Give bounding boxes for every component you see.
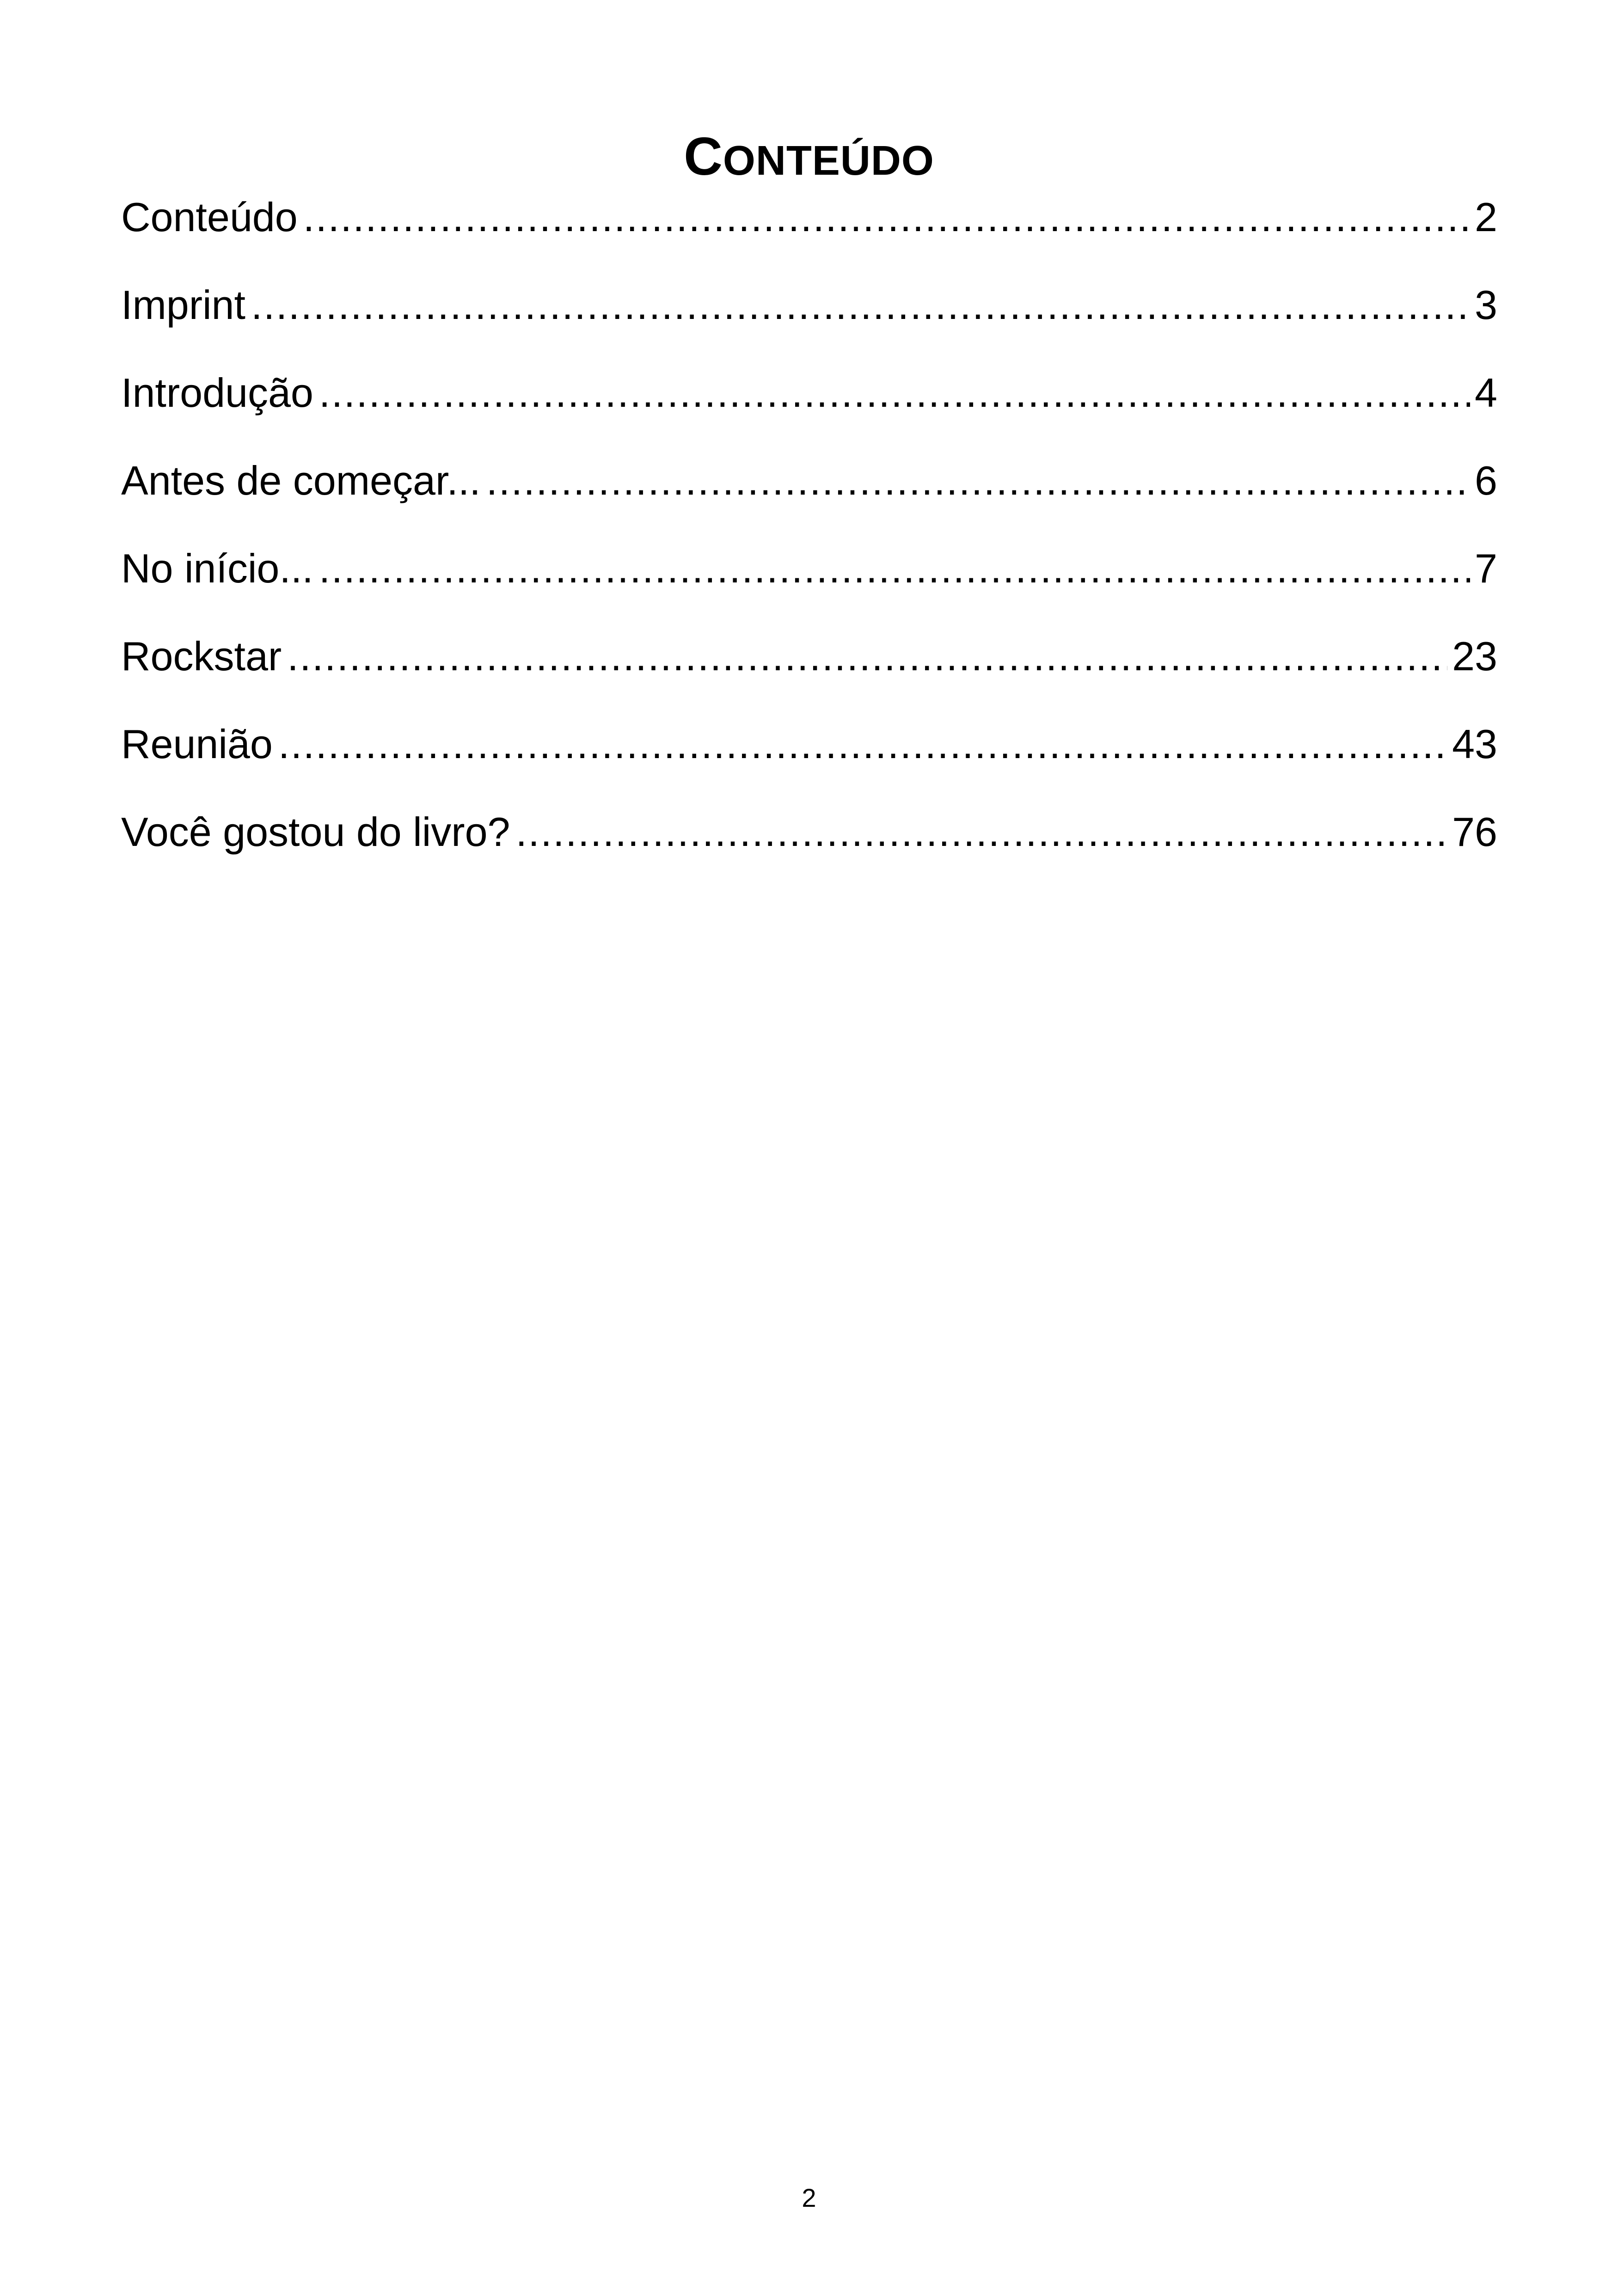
toc-entry-title: Reunião	[121, 721, 273, 767]
toc-entry-page: 7	[1475, 545, 1497, 591]
toc-dot-leader	[303, 185, 1470, 250]
toc-entry-page: 43	[1452, 721, 1497, 767]
toc-dot-leader	[278, 712, 1447, 777]
toc-entry-imprint[interactable]	[121, 273, 1497, 361]
toc-entry-page: 6	[1475, 458, 1497, 503]
toc-entry-title: Antes de começar...	[121, 458, 481, 503]
toc-entry-title: Rockstar	[121, 633, 282, 679]
toc-entry-title: Introdução	[121, 370, 313, 416]
page-title-rest: ONTEÚDO	[723, 137, 934, 184]
page-number: 2	[802, 2183, 816, 2212]
toc-entry-title: Imprint	[121, 282, 245, 328]
page-title	[0, 124, 1618, 193]
toc-dot-leader	[319, 361, 1470, 425]
toc-dot-leader	[251, 273, 1470, 337]
toc-entry-page: 4	[1475, 370, 1497, 416]
toc-entry-rockstar[interactable]	[121, 624, 1497, 712]
toc-entry-conteudo[interactable]	[121, 185, 1497, 273]
toc-dot-leader	[319, 536, 1470, 601]
toc-entry-page: 3	[1475, 282, 1497, 328]
toc-dot-leader	[287, 624, 1447, 689]
toc-entry-title: Você gostou do livro?	[121, 809, 510, 855]
toc-dot-leader	[515, 800, 1447, 864]
page-title-initial: C	[684, 126, 723, 186]
toc-entry-title: Conteúdo	[121, 194, 298, 240]
toc-dot-leader	[486, 448, 1470, 513]
toc-entry-voce-gostou-do-livro[interactable]	[121, 800, 1497, 888]
toc-entry-page: 2	[1475, 194, 1497, 240]
toc-entry-reuniao[interactable]	[121, 712, 1497, 800]
toc-entry-introducao[interactable]	[121, 361, 1497, 448]
toc-entry-title: No início...	[121, 545, 313, 591]
toc-entry-page: 23	[1452, 633, 1497, 679]
toc-entry-page: 76	[1452, 809, 1497, 855]
table-of-contents	[121, 185, 1497, 888]
toc-entry-no-inicio[interactable]	[121, 536, 1497, 624]
toc-entry-antes-de-comecar[interactable]	[121, 448, 1497, 536]
